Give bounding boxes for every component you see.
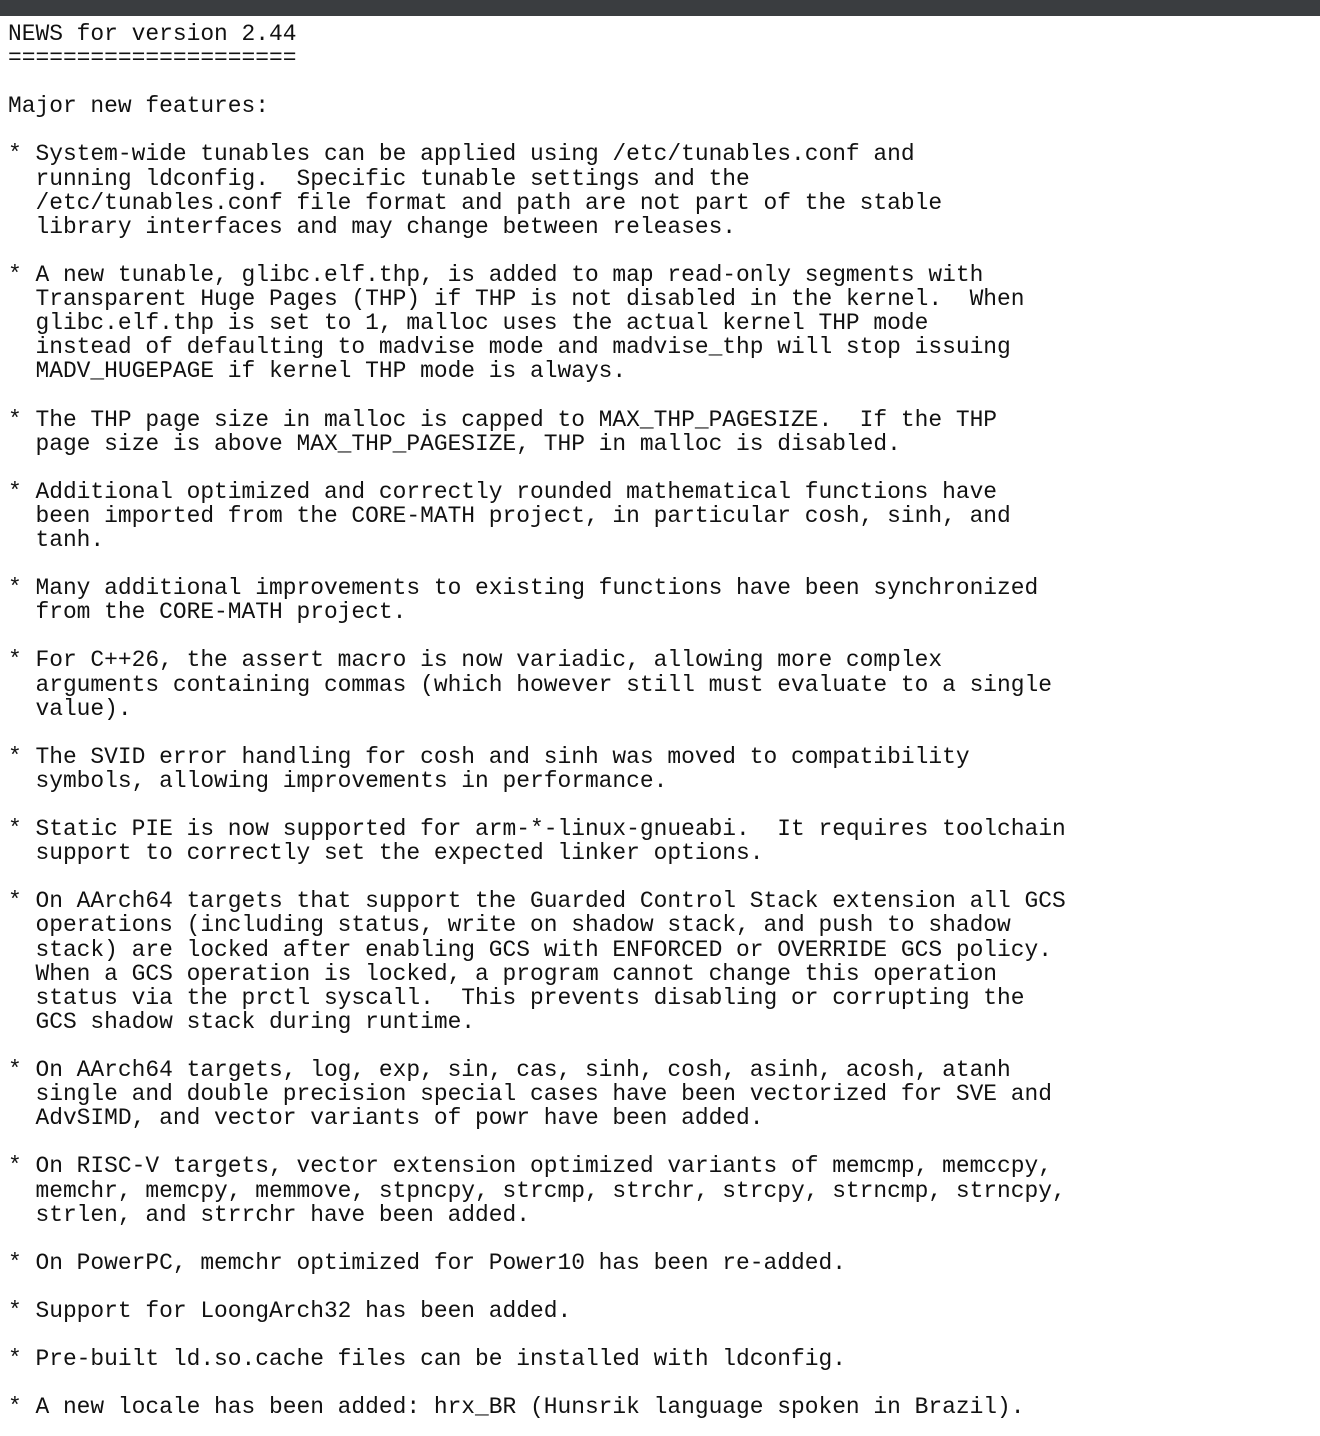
text-line: * On RISC-V targets, vector extension optimized variants of memcmp, memccpy,	[8, 1153, 1052, 1180]
text-line: /etc/tunables.conf file format and path are not part of the stable	[8, 189, 943, 216]
text-line: value).	[8, 695, 132, 722]
text-line: * For C++26, the assert macro is now variadic, allowing more complex	[8, 647, 943, 674]
text-line: * A new locale has been added: hrx_BR (Hunsrik language spoken in Brazil).	[8, 1394, 1025, 1421]
text-line: support to correctly set the expected linker options.	[8, 840, 764, 867]
text-line	[8, 239, 1320, 263]
window-top-bar	[0, 0, 1320, 16]
text-line: * The THP page size in malloc is capped to MAX_THP_PAGESIZE. If the THP	[8, 406, 998, 433]
text-line: * On PowerPC, memchr optimized for Power10 has been re-added.	[8, 1249, 846, 1276]
text-line: symbols, allowing improvements in performance.	[8, 767, 668, 794]
text-line: MADV_HUGEPAGE if kernel THP mode is always.	[8, 358, 627, 385]
text-line: strlen, and strrchr have been added.	[8, 1201, 530, 1228]
text-line: * Support for LoongArch32 has been added.	[8, 1297, 572, 1324]
text-line: * The SVID error handling for cosh and sinh was moved to compatibility	[8, 743, 970, 770]
text-line: page size is above MAX_THP_PAGESIZE, THP in malloc is disabled.	[8, 430, 901, 457]
text-line: * On AArch64 targets that support the Guarded Control Stack extension all GCS	[8, 888, 1066, 915]
text-line: * System-wide tunables can be applied using /etc/tunables.conf and	[8, 141, 915, 168]
text-line	[8, 793, 1320, 817]
text-line	[8, 118, 1320, 142]
text-line: status via the prctl syscall. This prevents disabling or corrupting the	[8, 984, 1025, 1011]
text-line: operations (including status, write on shadow stack, and push to shadow	[8, 912, 1011, 939]
news-document	[0, 16, 1320, 1419]
text-line	[8, 1323, 1320, 1347]
text-line: memchr, memcpy, memmove, stpncpy, strcmp, strchr, strcpy, strncmp, strncpy,	[8, 1177, 1066, 1204]
text-line: been imported from the CORE-MATH project, in particular cosh, sinh, and	[8, 502, 1011, 529]
text-line	[8, 1275, 1320, 1299]
text-line: AdvSIMD, and vector variants of powr have been added.	[8, 1105, 764, 1132]
text-line	[8, 552, 1320, 576]
text-line: library interfaces and may change between releases.	[8, 213, 737, 240]
text-line	[8, 624, 1320, 648]
text-line	[8, 383, 1320, 407]
text-line	[8, 70, 1320, 94]
text-line	[8, 865, 1320, 889]
news-text-viewer[interactable]	[0, 16, 1320, 1436]
text-line: * Pre-built ld.so.cache files can be installed with ldconfig.	[8, 1346, 846, 1373]
text-line: NEWS for version 2.44	[8, 21, 297, 47]
text-line: stack) are locked after enabling GCS with ENFORCED or OVERRIDE GCS policy.	[8, 936, 1052, 963]
text-line: When a GCS operation is locked, a program cannot change this operation	[8, 960, 998, 987]
text-line	[8, 1130, 1320, 1154]
text-line: * A new tunable, glibc.elf.thp, is added to map read-only segments with	[8, 261, 984, 288]
text-line	[8, 1034, 1320, 1058]
text-line: =====================	[8, 45, 297, 72]
text-line	[8, 456, 1320, 480]
text-line: tanh.	[8, 526, 105, 553]
text-line: glibc.elf.thp is set to 1, malloc uses the actual kernel THP mode	[8, 310, 929, 337]
text-line: * Many additional improvements to existing functions have been synchronized	[8, 575, 1039, 602]
text-line	[8, 1371, 1320, 1395]
text-line	[8, 1227, 1320, 1251]
text-line: running ldconfig. Specific tunable settings and the	[8, 165, 750, 192]
text-line: instead of defaulting to madvise mode and madvise_thp will stop issuing	[8, 334, 1011, 361]
text-line: Major new features:	[8, 93, 269, 120]
text-line: from the CORE-MATH project.	[8, 599, 407, 626]
text-line: Transparent Huge Pages (THP) if THP is not disabled in the kernel. When	[8, 286, 1025, 313]
text-line: * Static PIE is now supported for arm-*-linux-gnueabi. It requires toolchain	[8, 816, 1066, 843]
text-line	[8, 721, 1320, 745]
text-line: * On AArch64 targets, log, exp, sin, cas, sinh, cosh, asinh, acosh, atanh	[8, 1057, 1011, 1084]
text-line: single and double precision special cases have been vectorized for SVE and	[8, 1081, 1052, 1108]
text-line: * Additional optimized and correctly rounded mathematical functions have	[8, 478, 998, 505]
text-line: arguments containing commas (which however still must evaluate to a single	[8, 671, 1052, 698]
text-line: GCS shadow stack during runtime.	[8, 1008, 476, 1035]
